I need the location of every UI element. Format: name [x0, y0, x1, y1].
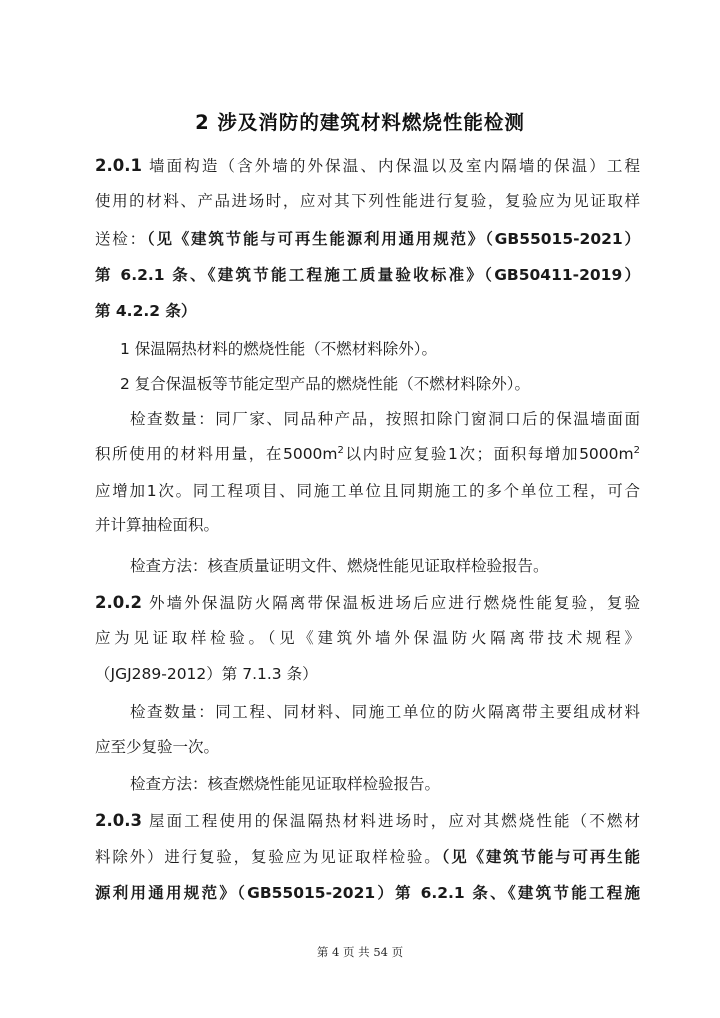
inspection-method: 检查方法：核查质量证明文件、燃烧性能见证取样检验报告。 [130, 557, 549, 575]
clause-number: 2.0.1 [95, 156, 142, 175]
section-title: 2 涉及消防的建筑材料燃烧性能检测 [195, 111, 525, 134]
superscript: 2 [633, 444, 640, 456]
inspection-quantity-line-3: 应增加1次。同工程项目、同施工单位且同期施工的多个单位工程，可合 [95, 482, 640, 500]
clause-2-0-1-line-2: 使用的材料、产品进场时，应对其下列性能进行复验，复验应为见证取样 [95, 192, 640, 210]
clause-2-0-1-line-3 [95, 228, 640, 250]
superscript: 2 [337, 444, 344, 456]
inspection-quantity-line-1: 检查数量：同厂家、同品种产品，按照扣除门窗洞口后的保温墙面面 [130, 410, 640, 428]
page-footer: 第 4 页 共 54 页 [316, 945, 404, 959]
inspection-quantity-2-line-1: 检查数量：同工程、同材料、同施工单位的防火隔离带主要组成材料 [130, 703, 640, 721]
clause-2-0-1-line-1 [95, 155, 640, 177]
text-part: 积所使用的材料用量，在5000m [95, 445, 338, 463]
clause-text: 屋面工程使用的保温隔热材料进场时，应对其燃烧性能（不燃材 [149, 812, 640, 830]
inspection-method-2: 检查方法：核查燃烧性能见证取样检验报告。 [130, 775, 441, 793]
standard-reference: （见《建筑节能与可再生能源利用通用规范》（GB55015-2021） [146, 230, 640, 248]
clause-text: 送检： [95, 230, 147, 248]
clause-2-0-3-line-1 [95, 810, 640, 832]
clause-2-0-1-line-5: 第 4.2.2 条） [95, 302, 197, 320]
clause-number: 2.0.3 [95, 811, 142, 830]
clause-2-0-3-line-3: 源利用通用规范》（GB55015-2021）第 6.2.1 条、《建筑节能工程施 [95, 884, 640, 902]
clause-2-0-3-line-2 [95, 846, 640, 868]
text-part: 以内时应复验1次；面积每增加5000m [343, 445, 634, 463]
list-item-2: 2 复合保温板等节能定型产品的燃烧性能（不燃材料除外）。 [120, 375, 531, 393]
standard-reference: （见《建筑节能与可再生能 [441, 848, 640, 866]
clause-number: 2.0.2 [95, 593, 142, 612]
inspection-quantity-line-2 [95, 443, 640, 465]
clause-text: 墙面构造（含外墙的外保温、内保温以及室内隔墙的保温）工程 [149, 157, 640, 175]
clause-2-0-2-line-1 [95, 592, 640, 614]
list-item-1: 1 保温隔热材料的燃烧性能（不燃材料除外）。 [120, 340, 438, 358]
inspection-quantity-2-line-2: 应至少复验一次。 [95, 738, 220, 756]
clause-2-0-1-line-4: 第 6.2.1 条、《建筑节能工程施工质量验收标准》（GB50411-2019） [95, 266, 640, 284]
clause-text: 外墙外保温防火隔离带保温板进场后应进行燃烧性能复验，复验 [149, 594, 640, 612]
clause-text: 料除外）进行复验，复验应为见证取样检验。 [95, 848, 442, 866]
clause-2-0-2-line-2: 应为见证取样检验。（见《建筑外墙外保温防火隔离带技术规程》 [95, 629, 640, 647]
clause-2-0-2-line-3: （JGJ289-2012）第 7.1.3 条） [95, 665, 318, 683]
inspection-quantity-line-4: 并计算抽检面积。 [95, 516, 220, 534]
